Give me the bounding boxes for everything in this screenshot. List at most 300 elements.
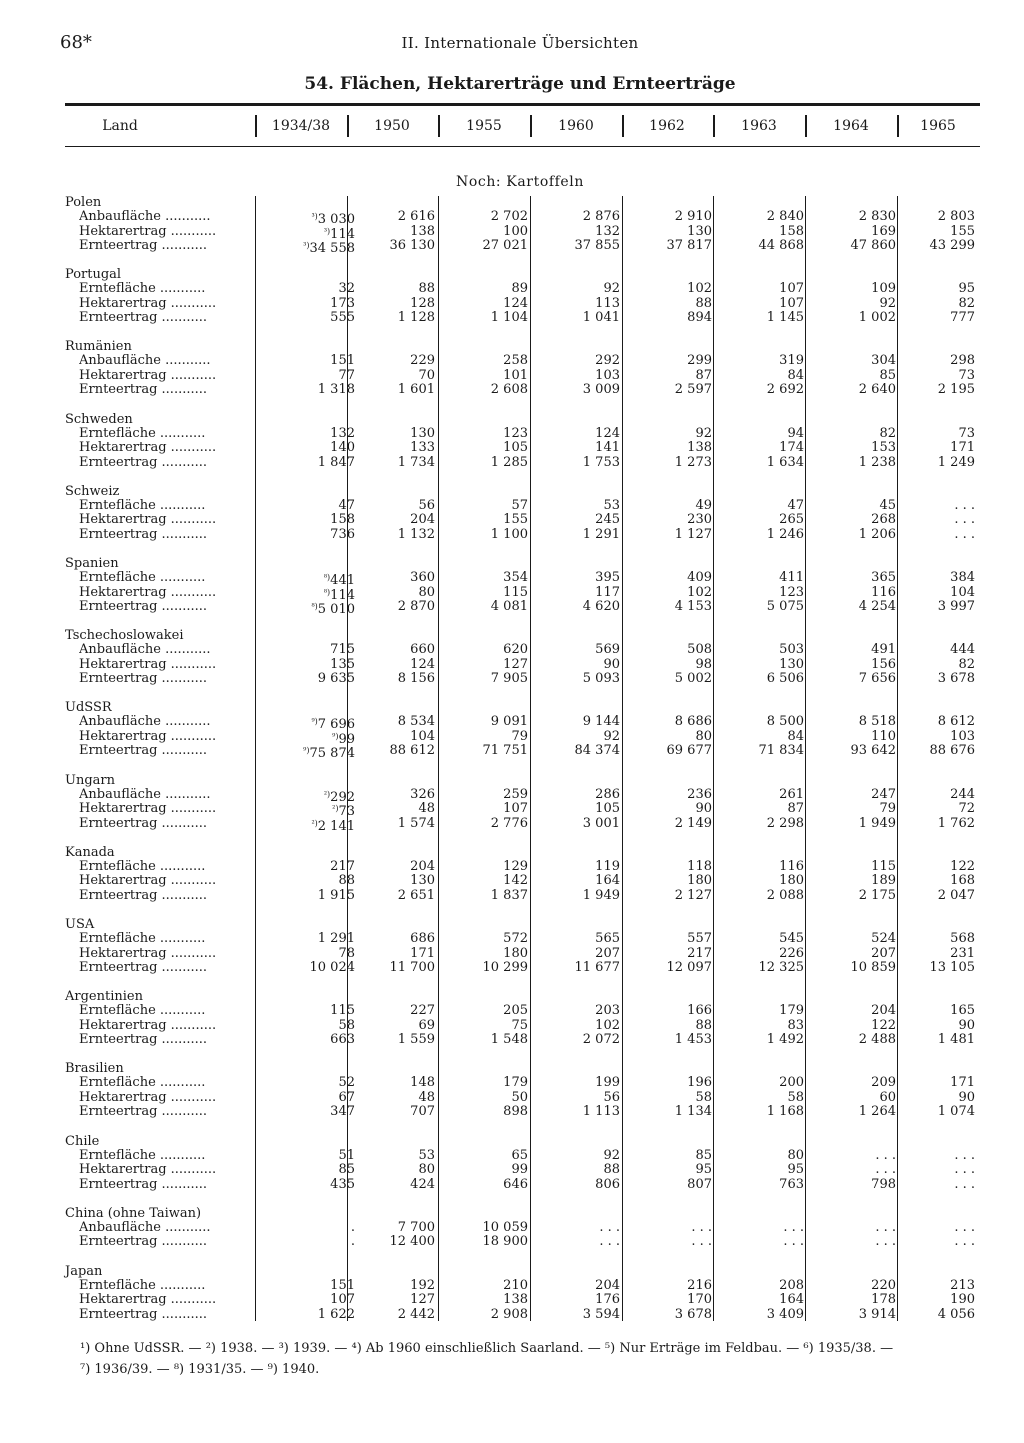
table-cell: 123 [779, 584, 804, 600]
table-cell: 8 612 [937, 714, 975, 730]
table-cell: 384 [950, 570, 975, 585]
table-cell: 1 622 [317, 1306, 355, 1322]
table-cell: 72 [958, 801, 975, 817]
row-label: Anbaufläche ........... [79, 715, 211, 730]
table-cell: 98 [695, 656, 712, 672]
table-cell: 80 [695, 728, 712, 744]
table-cell: 84 [787, 728, 804, 744]
table-cell: 1 246 [766, 526, 804, 542]
table-cell: 3 678 [937, 671, 975, 687]
table-cell: 151 [330, 1277, 355, 1293]
table-cell: 79 [879, 801, 896, 817]
table-cell: 1 634 [766, 454, 804, 470]
table-cell: . . . [599, 1234, 620, 1250]
table-cell: 207 [595, 945, 620, 961]
table-cell: 2 149 [674, 815, 712, 831]
table-cell: 2 640 [858, 382, 896, 398]
table-cell: 179 [779, 1003, 804, 1019]
table-cell: 1 949 [858, 815, 896, 831]
table-cell: 133 [410, 440, 435, 456]
table-title: 54. Flächen, Hektarerträge und Ernteerträge [304, 74, 736, 94]
row-label: Erntefläche ........... [79, 1148, 206, 1163]
table-cell: 204 [871, 1003, 896, 1019]
table-cell: $^{^2)}$73 [332, 804, 355, 820]
row-label: Ernteertrag ........... [79, 600, 208, 614]
table-cell: 92 [879, 295, 896, 311]
table-cell: 286 [595, 786, 620, 802]
table-cell: 204 [595, 1277, 620, 1293]
table-cell: 158 [330, 512, 355, 528]
table-cell: 2 195 [937, 382, 975, 398]
table-cell: 261 [779, 786, 804, 802]
table-cell: 83 [787, 1017, 804, 1033]
row-label: Erntefläche ........... [79, 1278, 206, 1293]
table-cell: 189 [871, 873, 896, 889]
table-cell: 10 024 [309, 960, 355, 975]
table-cell: 95 [695, 1162, 712, 1178]
column-header-year: 1934/38 [271, 118, 331, 134]
table-cell: 4 056 [937, 1306, 975, 1322]
table-cell: 894 [687, 310, 712, 326]
table-cell: 3 914 [858, 1306, 896, 1322]
row-label: Ernteertrag ........... [79, 1235, 208, 1250]
row-label: Hektarertrag ........... [79, 513, 217, 528]
table-cell: 95 [787, 1162, 804, 1178]
table-cell: 18 900 [482, 1234, 528, 1250]
table-cell: 176 [595, 1292, 620, 1308]
column-divider [255, 196, 256, 1321]
table-cell: 1 074 [937, 1104, 975, 1120]
table-cell: 88 676 [929, 743, 975, 759]
table-cell: 8 534 [397, 714, 435, 730]
column-divider [713, 196, 714, 1321]
table-cell: 138 [410, 223, 435, 239]
row-label: Ernteertrag ........... [79, 888, 208, 903]
table-cell: 424 [410, 1176, 435, 1192]
table-cell: $^{^3)}$114 [323, 226, 355, 242]
table-cell: 69 677 [666, 743, 712, 759]
table-cell: 52 [338, 1075, 355, 1091]
table-cell: 51 [338, 1147, 355, 1163]
table-cell: . . . [954, 1234, 975, 1250]
table-cell: 209 [871, 1075, 896, 1091]
table-cell: 10 859 [850, 960, 896, 975]
table-cell: 203 [595, 1003, 620, 1019]
table-cell: 230 [687, 512, 712, 528]
table-cell: 110 [871, 728, 896, 744]
table-cell: 7 700 [397, 1219, 435, 1235]
country-name: Tschechoslowakei [65, 628, 184, 644]
country-name: China (ohne Taiwan) [65, 1205, 202, 1221]
table-cell: 2 651 [397, 887, 435, 903]
table-cell: 107 [779, 281, 804, 297]
column-header-year: 1963 [741, 118, 777, 134]
table-cell: 3 009 [582, 382, 620, 398]
table-cell: 503 [779, 642, 804, 658]
table-cell: 47 [787, 497, 804, 513]
table-cell: 806 [595, 1176, 620, 1192]
table-cell: 132 [330, 425, 355, 441]
table-cell: 151 [330, 353, 355, 369]
table-cell: 75 [511, 1017, 528, 1033]
table-cell: 258 [503, 353, 528, 369]
row-label: Ernteertrag ........... [79, 311, 208, 326]
table-cell: . . . [783, 1219, 804, 1235]
table-cell: $^{^8)}$114 [323, 587, 355, 603]
table-cell: $^{^3)}$3 030 [311, 212, 355, 227]
table-cell: 2 088 [766, 887, 804, 903]
table-cell: 298 [950, 353, 975, 369]
table-cell: 107 [779, 295, 804, 311]
table-cell: 36 130 [389, 238, 435, 253]
row-label: Hektarertrag ........... [79, 1293, 217, 1308]
table-cell: 141 [595, 440, 620, 456]
country-name: Japan [65, 1263, 103, 1279]
table-cell: 171 [950, 1075, 975, 1091]
table-cell: 1 753 [582, 454, 620, 470]
table-cell: 127 [503, 656, 528, 672]
table-cell: 736 [330, 526, 355, 542]
table-cell: 73 [958, 425, 975, 441]
table-cell: 444 [950, 642, 975, 658]
row-label: Hektarertrag ........... [79, 368, 217, 383]
table-cell: 10 059 [482, 1219, 528, 1235]
table-cell: 365 [871, 570, 896, 585]
table-cell: . . . [691, 1234, 712, 1250]
table-cell: 1 481 [937, 1032, 975, 1048]
table-cell: 165 [950, 1003, 975, 1019]
table-cell: 70 [418, 367, 435, 383]
table-cell: 105 [595, 801, 620, 817]
table-cell: 124 [503, 295, 528, 311]
table-cell: 1 291 [317, 931, 355, 946]
table-cell: 102 [687, 281, 712, 297]
country-name: Schweden [65, 411, 133, 427]
table-cell: 32 [338, 281, 355, 297]
table-cell: 204 [410, 512, 435, 528]
table-cell: 142 [503, 873, 528, 889]
table-cell: 130 [410, 425, 435, 441]
table-cell: 12 097 [666, 960, 712, 975]
table-cell: 77 [338, 367, 355, 383]
table-cell: 707 [410, 1104, 435, 1120]
table-cell: 53 [418, 1147, 435, 1163]
table-cell: . . . [875, 1219, 896, 1235]
table-cell: 2 876 [582, 209, 620, 224]
table-cell: 92 [603, 728, 620, 744]
page-header [60, 32, 980, 56]
row-label: Ernteertrag ........... [79, 1105, 208, 1120]
table-cell: 90 [603, 656, 620, 672]
table-cell: 1 104 [490, 310, 528, 326]
table-cell: 192 [410, 1277, 435, 1293]
table-cell: 620 [503, 642, 528, 658]
table-cell: 1 734 [397, 454, 435, 470]
table-cell: 646 [503, 1176, 528, 1192]
table-cell: 94 [787, 425, 804, 441]
table-cell: 2 870 [397, 599, 435, 614]
table-cell: 90 [958, 1089, 975, 1105]
table-cell: 524 [871, 931, 896, 946]
table-cell: 2 608 [490, 382, 528, 398]
table-cell: 265 [779, 512, 804, 528]
table-cell: 229 [410, 353, 435, 369]
table-cell: 9 091 [490, 714, 528, 730]
table-cell: 7 905 [490, 671, 528, 687]
table-cell: 89 [511, 281, 528, 297]
table-cell: 115 [871, 858, 896, 874]
table-cell: $^{^8)}$441 [323, 573, 355, 588]
table-cell: 11 677 [574, 960, 620, 975]
table-cell: 48 [418, 801, 435, 817]
table-cell: 73 [958, 367, 975, 383]
table-cell: 2 910 [674, 209, 712, 224]
table-cell: 3 409 [766, 1306, 804, 1322]
table-cell: 103 [950, 728, 975, 744]
table-cell: 2 442 [397, 1306, 435, 1322]
row-label: Hektarertrag ........... [79, 657, 217, 672]
row-label: Erntefläche ........... [79, 859, 206, 874]
data-table-body [65, 196, 980, 1328]
table-cell: 153 [871, 440, 896, 456]
table-cell: 115 [503, 584, 528, 600]
table-cell: 168 [950, 873, 975, 889]
row-label: Ernteertrag ........... [79, 1177, 208, 1192]
table-cell: 1 492 [766, 1032, 804, 1048]
row-label: Ernteertrag ........... [79, 1307, 208, 1322]
table-cell: 82 [879, 425, 896, 441]
table-cell: 80 [787, 1147, 804, 1163]
table-cell: 204 [410, 858, 435, 874]
table-cell: 138 [503, 1292, 528, 1308]
table-cell: 2 830 [858, 209, 896, 224]
table-cell: 10 299 [482, 960, 528, 975]
table-cell: 155 [950, 223, 975, 239]
table-cell: 326 [410, 786, 435, 802]
table-cell: 138 [687, 440, 712, 456]
table-cell: $^{^9)}$99 [332, 731, 355, 747]
table-cell: 1 134 [674, 1104, 712, 1120]
table-cell: 8 500 [766, 714, 804, 730]
table-cell: 9 635 [317, 671, 355, 687]
table-cell: 1 206 [858, 526, 896, 542]
table-cell: 2 702 [490, 209, 528, 224]
table-cell: . [350, 1234, 355, 1250]
country-name: USA [65, 917, 95, 932]
table-cell: 1 847 [317, 454, 355, 470]
table-cell: 5 093 [582, 671, 620, 687]
table-cell: 1 548 [490, 1032, 528, 1048]
page-number: 68* [60, 32, 92, 53]
table-cell: 1 273 [674, 454, 712, 470]
table-cell: $^{^8)}$5 010 [311, 602, 355, 617]
column-divider [897, 115, 899, 137]
table-cell: 1 949 [582, 887, 620, 903]
row-label: Anbaufläche ........... [79, 354, 211, 369]
table-cell: 180 [687, 873, 712, 889]
row-label: Hektarertrag ........... [79, 874, 217, 889]
table-cell: 217 [330, 858, 355, 874]
column-header-year: 1964 [833, 118, 869, 134]
table-cell: . . . [599, 1219, 620, 1235]
section-label: Noch: Kartoffeln [456, 174, 584, 190]
table-cell: 129 [503, 858, 528, 874]
table-cell: . . . [954, 1162, 975, 1178]
column-divider [622, 115, 624, 137]
table-cell: . . . [954, 526, 975, 542]
row-label: Ernteertrag ........... [79, 816, 208, 831]
table-cell: 107 [330, 1292, 355, 1308]
table-cell: 48 [418, 1089, 435, 1105]
column-divider [530, 196, 531, 1321]
table-cell: 88 612 [389, 743, 435, 759]
table-cell: 107 [503, 801, 528, 817]
row-label: Hektarertrag ........... [79, 1018, 217, 1033]
table-cell: 1 762 [937, 815, 975, 831]
row-label: Ernteertrag ........... [79, 455, 208, 470]
table-cell: 115 [330, 1003, 355, 1019]
running-head: II. Internationale Übersichten [401, 34, 639, 52]
table-cell: 2 298 [766, 815, 804, 831]
table-cell: 158 [779, 223, 804, 239]
table-cell: 569 [595, 642, 620, 658]
table-cell: 660 [410, 642, 435, 658]
table-cell: 2 072 [582, 1032, 620, 1048]
table-cell: 90 [958, 1017, 975, 1033]
table-cell: 1 285 [490, 454, 528, 470]
table-cell: 236 [687, 786, 712, 802]
table-cell: 205 [503, 1003, 528, 1019]
table-cell: . . . [954, 497, 975, 513]
column-divider [805, 115, 807, 137]
table-cell: 87 [787, 801, 804, 817]
table-cell: 37 817 [666, 238, 712, 253]
table-cell: 220 [871, 1277, 896, 1293]
table-cell: 180 [779, 873, 804, 889]
table-cell: 130 [779, 656, 804, 672]
table-cell: 130 [410, 873, 435, 889]
table-cell: 777 [950, 310, 975, 326]
table-cell: 2 616 [397, 209, 435, 224]
table-cell: 100 [503, 223, 528, 239]
table-cell: 247 [871, 786, 896, 802]
table-cell: 88 [418, 281, 435, 297]
table-cell: 2 488 [858, 1032, 896, 1048]
table-cell: 798 [871, 1176, 896, 1192]
country-name: UdSSR [65, 700, 112, 716]
table-cell: $^{^9)}$75 874 [303, 746, 355, 762]
table-cell: . [350, 1219, 355, 1235]
row-label: Hektarertrag ........... [79, 224, 217, 239]
table-cell: 3 001 [582, 815, 620, 831]
column-divider [255, 115, 257, 137]
table-cell: 216 [687, 1277, 712, 1293]
table-cell: 1 264 [858, 1104, 896, 1120]
table-cell: 6 506 [766, 671, 804, 687]
table-cell: 4 620 [582, 599, 620, 614]
table-cell: 84 [787, 367, 804, 383]
table-cell: 85 [338, 1162, 355, 1178]
table-cell: 226 [779, 945, 804, 961]
row-label: Erntefläche ........... [79, 426, 206, 441]
row-label: Anbaufläche ........... [79, 1220, 211, 1235]
table-cell: 196 [687, 1075, 712, 1091]
row-label: Ernteertrag ........... [79, 527, 208, 542]
table-cell: 123 [503, 425, 528, 441]
table-cell: 7 656 [858, 671, 896, 687]
table-cell: 37 855 [574, 238, 620, 253]
table-cell: 2 127 [674, 887, 712, 903]
table-cell: 3 997 [937, 599, 975, 614]
column-header-year: 1955 [466, 118, 502, 134]
table-cell: 67 [338, 1089, 355, 1105]
row-label: Erntefläche ........... [79, 571, 206, 585]
country-name: Argentinien [65, 989, 143, 1005]
table-cell: 360 [410, 570, 435, 585]
table-cell: 208 [779, 1277, 804, 1293]
table-cell: 65 [511, 1147, 528, 1163]
column-divider [438, 115, 440, 137]
row-label: Ernteertrag ........... [79, 744, 208, 759]
table-cell: 207 [871, 945, 896, 961]
table-cell: 491 [871, 642, 896, 658]
table-cell: . . . [875, 1162, 896, 1178]
row-label: Erntefläche ........... [79, 498, 206, 513]
footnote-line: ⁷) 1936/39. — ⁸) 1931/35. — ⁹) 1940. [80, 1362, 320, 1377]
table-cell: 78 [338, 945, 355, 961]
table-cell: 164 [779, 1292, 804, 1308]
table-cell: 43 299 [929, 238, 975, 253]
table-cell: 50 [511, 1089, 528, 1105]
column-header-year: 1950 [374, 118, 410, 134]
table-cell: 1 453 [674, 1032, 712, 1048]
row-label: Hektarertrag ........... [79, 296, 217, 311]
table-cell: 44 868 [758, 238, 804, 253]
table-cell: 1 915 [317, 887, 355, 903]
table-cell: 130 [687, 223, 712, 239]
table-cell: 93 642 [850, 743, 896, 759]
table-cell: 663 [330, 1032, 355, 1048]
row-label: Erntefläche ........... [79, 932, 206, 946]
table-cell: 164 [595, 873, 620, 889]
row-label: Anbaufläche ........... [79, 210, 211, 224]
table-cell: 53 [603, 497, 620, 513]
table-cell: 217 [687, 945, 712, 961]
table-cell: 156 [871, 656, 896, 672]
table-cell: 1 113 [582, 1104, 620, 1120]
table-cell: 90 [695, 801, 712, 817]
table-cell: 299 [687, 353, 712, 369]
table-cell: 245 [595, 512, 620, 528]
table-cell: 2 776 [490, 815, 528, 831]
table-cell: 47 860 [850, 238, 896, 253]
country-name: Polen [65, 195, 102, 210]
table-cell: 122 [871, 1017, 896, 1033]
table-cell: 8 156 [397, 671, 435, 687]
row-label: Ernteertrag ........... [79, 672, 208, 687]
table-cell: 1 559 [397, 1032, 435, 1048]
table-cell: 244 [950, 786, 975, 802]
table-cell: 79 [511, 728, 528, 744]
table-cell: 555 [330, 310, 355, 326]
row-label: Ernteertrag ........... [79, 961, 208, 975]
table-cell: . . . [954, 1219, 975, 1235]
table-cell: 8 518 [858, 714, 896, 730]
row-label: Anbaufläche ........... [79, 787, 211, 802]
table-cell: 227 [410, 1003, 435, 1019]
table-cell: 155 [503, 512, 528, 528]
table-cell: $^{^2)}$2 141 [311, 818, 355, 834]
